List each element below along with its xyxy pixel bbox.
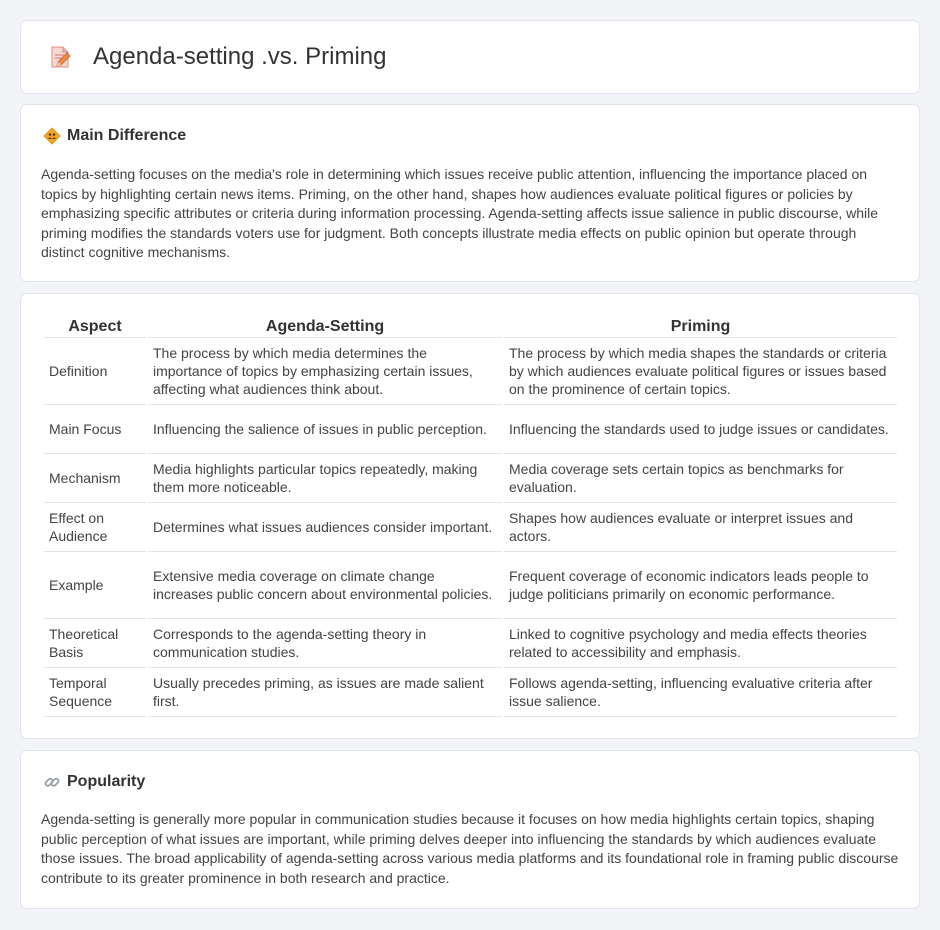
- row-agenda: Influencing the salience of issues in public perception.: [148, 405, 502, 454]
- row-priming: Shapes how audiences evaluate or interpret issues and actors.: [504, 503, 897, 552]
- table-row: [44, 619, 897, 668]
- row-priming: Frequent coverage of economic indicators leads people to judge politicians primarily on economic performance.: [504, 552, 897, 619]
- comparison-table: [42, 316, 899, 717]
- table-row: [44, 338, 897, 405]
- main-difference-title: Main Difference: [67, 127, 187, 144]
- row-agenda: Usually precedes priming, as issues are made salient first.: [148, 668, 502, 717]
- popularity-title: Popularity: [67, 773, 146, 790]
- link-icon: [43, 773, 61, 791]
- row-aspect: Temporal Sequence: [44, 668, 146, 717]
- header-priming: Priming: [504, 316, 897, 338]
- row-priming: The process by which media shapes the standards or criteria by which audiences evaluate political figures or issues based on the prominence of certain topics.: [504, 338, 897, 405]
- header-aspect: Aspect: [44, 316, 146, 338]
- page-title: Agenda-setting .vs. Priming: [93, 43, 387, 70]
- row-aspect: Mechanism: [44, 454, 146, 503]
- row-aspect: Theoretical Basis: [44, 619, 146, 668]
- header-card: [20, 20, 920, 94]
- main-difference-heading: [43, 127, 186, 145]
- popularity-heading: [43, 773, 145, 791]
- row-aspect: Definition: [44, 338, 146, 405]
- row-aspect: Effect on Audience: [44, 503, 146, 552]
- row-agenda: The process by which media determines the importance of topics by emphasizing certain issues, affecting what audiences think about.: [148, 338, 502, 405]
- main-difference-card: [20, 104, 920, 282]
- main-difference-text: Agenda-setting focuses on the media's role in determining which issues receive public attention, influencing the importance placed on topics by highlighting certain news items. Priming, on the other hand, shapes how audiences evaluate political figures or policies by emphasizing specific attributes or criteria during information processing. Agenda-setting affects issue salience in public discourse, while priming modifies the standards voters use for judgment. Both concepts illustrate media effects on public opinion but operate through distinct cognitive mechanisms.: [41, 166, 879, 260]
- row-priming: Media coverage sets certain topics as benchmarks for evaluation.: [504, 454, 897, 503]
- row-agenda: Determines what issues audiences consider important.: [148, 503, 502, 552]
- row-priming: Follows agenda-setting, influencing evaluative criteria after issue salience.: [504, 668, 897, 717]
- diamond-people-icon: [43, 127, 61, 145]
- comparison-card: [20, 293, 920, 739]
- table-row: [44, 405, 897, 454]
- row-agenda: Media highlights particular topics repeatedly, making them more noticeable.: [148, 454, 502, 503]
- row-priming: Influencing the standards used to judge issues or candidates.: [504, 405, 897, 454]
- row-aspect: Main Focus: [44, 405, 146, 454]
- row-priming: Linked to cognitive psychology and media effects theories related to accessibility and emphasis.: [504, 619, 897, 668]
- table-row: [44, 668, 897, 717]
- table-row: [44, 454, 897, 503]
- row-aspect: Example: [44, 552, 146, 619]
- row-agenda: Extensive media coverage on climate change increases public concern about environmental policies.: [148, 552, 502, 619]
- popularity-card: [20, 750, 920, 909]
- table-row: [44, 503, 897, 552]
- header-agenda-setting: Agenda-Setting: [148, 316, 502, 338]
- table-header-row: [44, 316, 897, 338]
- popularity-text: Agenda-setting is generally more popular in communication studies because it focuses on how media highlights certain topics, shaping public perception of what issues are important, while priming delves deeper into influencing the standards by which audiences evaluate those issues. The broad applicability of agenda-setting across various media platforms and its foundational role in framing public discourse contribute to its greater prominence in both research and practice.: [41, 811, 899, 886]
- row-agenda: Corresponds to the agenda-setting theory in communication studies.: [148, 619, 502, 668]
- document-pencil-icon: [47, 44, 73, 70]
- table-row: [44, 552, 897, 619]
